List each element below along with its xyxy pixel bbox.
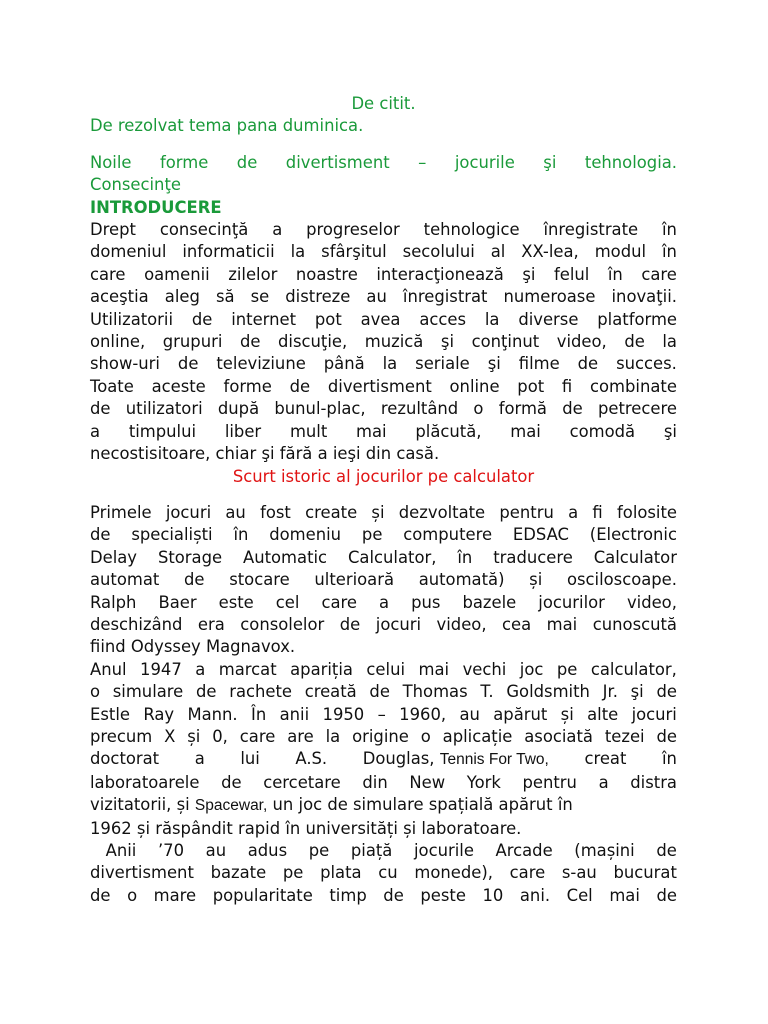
word: peste: [420, 885, 466, 905]
word: (mașini: [574, 841, 635, 860]
word: Drept: [90, 220, 136, 240]
word: pot: [517, 376, 545, 396]
word: forme: [223, 376, 272, 396]
word: la: [662, 332, 677, 352]
word: sfârşitul: [321, 242, 387, 262]
title-word: forme: [159, 152, 209, 172]
word: să: [215, 287, 235, 307]
word: jocurilor: [538, 592, 605, 612]
word: de: [191, 309, 213, 329]
word: pe: [282, 863, 304, 883]
word: distra: [630, 772, 677, 792]
word: pe: [308, 841, 330, 860]
word: popularitate: [212, 885, 313, 905]
word: timpului: [128, 421, 197, 441]
word: plata: [320, 863, 362, 883]
word: care: [239, 726, 276, 746]
word: de: [90, 525, 111, 545]
word: o: [420, 726, 431, 746]
word: a: [272, 220, 283, 240]
word: secolului: [402, 242, 475, 262]
word: pot: [314, 309, 342, 329]
history-line: [90, 547, 677, 569]
intro-line: necostisitoare, chiar şi fără a ieşi din casă.: [90, 444, 440, 464]
word: fost: [260, 502, 291, 522]
word: Calculator: [593, 547, 677, 567]
word: înregistrate: [543, 220, 639, 240]
history-line: [90, 592, 677, 614]
word: conţinut: [471, 332, 540, 352]
word: s-au: [561, 863, 597, 883]
word: computere: [403, 525, 493, 545]
word: o: [90, 682, 101, 702]
word: lui: [240, 749, 260, 769]
word: televiziune: [216, 354, 306, 374]
word: au: [225, 502, 246, 522]
word: 1947: [140, 659, 182, 679]
word: automat: [90, 570, 160, 590]
word: Estle: [90, 704, 130, 724]
word: domeniul: [90, 242, 167, 262]
game-title-tennis: Tennis For Two,: [439, 751, 549, 769]
intro-line: [90, 353, 677, 375]
word: de: [184, 570, 205, 590]
word: aplicație: [442, 726, 513, 746]
word: de: [577, 354, 599, 374]
word: anii: [279, 704, 310, 724]
word: a: [90, 421, 101, 441]
word: de: [339, 614, 361, 634]
word: care: [321, 592, 357, 612]
word: calculator,: [590, 659, 677, 679]
word: la: [382, 354, 398, 374]
history-line-mixed: [90, 794, 677, 817]
word: la: [325, 726, 341, 746]
word: Primele: [90, 502, 152, 522]
word: și: [187, 726, 201, 746]
word: oamenii: [144, 264, 210, 284]
word: fi: [561, 376, 573, 396]
word: combinate: [590, 376, 677, 396]
title-word: –: [418, 152, 427, 172]
word: a: [194, 749, 205, 769]
word: la: [484, 309, 500, 329]
word: Mann.: [187, 704, 238, 724]
word: specialiști: [131, 525, 213, 545]
document-page: [90, 93, 677, 907]
word: simulare: [112, 682, 184, 702]
word: felul: [553, 264, 590, 284]
word: Delay: [90, 547, 138, 567]
word: folosite: [617, 502, 677, 522]
word: de: [656, 726, 677, 746]
word: avea: [360, 309, 401, 329]
word: de: [195, 682, 217, 702]
word: Ray: [143, 704, 175, 724]
word: internet: [231, 309, 297, 329]
word: cercetare: [263, 772, 341, 792]
word: Arcade: [495, 841, 553, 860]
word: XX-lea,: [521, 242, 579, 262]
word: mai: [546, 614, 578, 634]
word: de: [383, 885, 404, 905]
word: X: [164, 726, 176, 746]
word: are: [287, 726, 314, 746]
title-word: tehnologia.: [584, 152, 677, 172]
history-line: [90, 502, 677, 524]
word: care: [90, 264, 126, 284]
word: ani.: [519, 885, 551, 905]
note-read: De citit.: [351, 94, 416, 113]
word: în: [233, 525, 249, 545]
word: vechi: [462, 659, 507, 679]
word: divertisment: [90, 863, 194, 883]
word: de: [221, 772, 242, 792]
document-title-line2: Consecinţe: [90, 175, 181, 195]
word: video,: [626, 592, 677, 612]
word: discuţie,: [278, 332, 348, 352]
word: pentru: [522, 772, 577, 792]
word: din: [362, 772, 388, 792]
word: origine: [352, 726, 409, 746]
word: laboratoarele: [90, 772, 200, 792]
word: de: [369, 682, 390, 702]
word: domeniu: [269, 525, 342, 545]
word: succes.: [616, 354, 677, 374]
word: mai: [510, 421, 541, 441]
word: joc: [519, 659, 544, 679]
word: tezei: [604, 726, 645, 746]
history-heading: Scurt istoric al jocurilor pe calculator: [232, 466, 535, 486]
word: până: [323, 354, 365, 374]
word: Douglas,: [362, 749, 435, 769]
history-line: fiind Odyssey Magnavox.: [90, 637, 296, 657]
word: la: [290, 242, 306, 262]
word: în: [661, 749, 677, 769]
word: în: [607, 264, 623, 284]
word: de: [656, 885, 677, 905]
word: apariția: [290, 659, 353, 679]
word: Automatic: [243, 547, 328, 567]
word: –: [377, 704, 386, 724]
word: platforme: [597, 309, 677, 329]
word: show-uri: [90, 354, 160, 374]
word: modul: [594, 242, 647, 262]
word: pus: [411, 592, 441, 612]
word: în: [662, 242, 677, 262]
word: liber: [224, 421, 262, 441]
word: şi: [487, 354, 501, 374]
word: după: [217, 399, 260, 419]
word: de: [656, 682, 677, 702]
history-line: [90, 704, 677, 726]
word: de: [177, 354, 199, 374]
word: a: [195, 659, 206, 679]
word: precum: [90, 726, 153, 746]
intro-line: [90, 331, 677, 353]
intro-line: [90, 264, 677, 286]
word: create: [305, 502, 358, 522]
word: pentru: [499, 502, 554, 522]
word: şi: [630, 682, 644, 702]
word: rezultând: [380, 399, 459, 419]
word: cea: [502, 614, 532, 634]
word: pe: [556, 659, 578, 679]
title-word: divertisment: [285, 152, 390, 172]
word: formă: [498, 399, 547, 419]
word: de: [90, 885, 111, 905]
word: piață: [350, 841, 393, 860]
word: care: [509, 863, 546, 883]
word: dezvoltate: [398, 502, 486, 522]
history-paragraph-1: [90, 502, 677, 659]
word: au: [459, 704, 480, 724]
word: apărut: [493, 704, 548, 724]
intro-paragraph: [90, 219, 677, 465]
intro-line: [90, 376, 677, 398]
word: zilelor: [228, 264, 278, 284]
word: osciloscoape.: [566, 570, 677, 590]
word: de: [289, 376, 311, 396]
word: Baer: [158, 592, 197, 612]
intro-line: [90, 286, 677, 308]
word: monede),: [414, 863, 493, 883]
word: aceste: [151, 376, 206, 396]
word: este: [218, 592, 254, 612]
word: ulterioară: [314, 570, 395, 590]
word: mai: [609, 885, 640, 905]
word: comodă: [569, 421, 636, 441]
word: Goldsmith: [506, 682, 590, 702]
word: pe: [361, 525, 383, 545]
word: era: [197, 614, 225, 634]
word: consecinţă: [159, 220, 249, 240]
word: online: [449, 376, 500, 396]
word: fi: [592, 502, 603, 522]
word: celui: [366, 659, 406, 679]
word: de: [90, 399, 111, 419]
word: și: [371, 502, 385, 522]
word: jocuri: [631, 704, 677, 724]
word: Toate: [90, 376, 134, 396]
word: şi: [440, 332, 455, 352]
word: cel: [275, 592, 300, 612]
intro-line: [90, 241, 677, 263]
word: aleg: [164, 287, 200, 307]
word: de: [239, 332, 261, 352]
word: progreselor: [306, 220, 400, 240]
word: timp: [329, 885, 367, 905]
word: video,: [556, 332, 607, 352]
word: informaticii: [182, 242, 275, 262]
word: York: [466, 772, 501, 792]
history-paragraph-3: [90, 840, 677, 907]
word: Jr.: [602, 682, 618, 702]
word: tehnologice: [423, 220, 520, 240]
word: grupuri: [162, 332, 223, 352]
word: și: [529, 570, 543, 590]
word: bunul-plac,: [274, 399, 366, 419]
word: traducere: [493, 547, 573, 567]
word: doctorat: [90, 749, 160, 769]
word: diverse: [518, 309, 579, 329]
word: online,: [90, 332, 146, 352]
word: consolelor: [240, 614, 325, 634]
word: a: [568, 502, 579, 522]
history-line: [90, 524, 677, 546]
history-line: [90, 726, 677, 748]
word: adus: [247, 841, 288, 860]
word: Storage: [157, 547, 223, 567]
title-word: şi: [543, 152, 557, 172]
history-line: 1962 și răspândit rapid în universități și laboratoare.: [90, 818, 522, 838]
word: inovaţii.: [611, 287, 677, 307]
word: plăcută,: [415, 421, 482, 441]
note-homework: De rezolvat tema pana duminica.: [90, 116, 364, 136]
word: mai: [356, 421, 387, 441]
word: mai: [418, 659, 450, 679]
history-line: [90, 885, 677, 907]
word: 0,: [212, 726, 228, 746]
word: EDSAC: [512, 525, 569, 545]
word: al: [490, 242, 506, 262]
word: noastre: [295, 264, 358, 284]
word: numeroase: [503, 287, 596, 307]
word: cunoscută: [592, 614, 677, 634]
word: automată): [418, 570, 505, 590]
word: muzică: [364, 332, 424, 352]
word: Anii: [90, 841, 137, 860]
word: marcat: [218, 659, 277, 679]
word: Anul: [90, 659, 127, 679]
title-word: Noile: [90, 152, 132, 172]
word: divertisment: [327, 376, 432, 396]
word: filme: [518, 354, 560, 374]
word: rachete: [229, 682, 292, 702]
game-title-spacewar: Spacewar,: [194, 797, 268, 815]
history-line: [90, 614, 677, 636]
word: au: [205, 841, 227, 860]
history-line: [90, 840, 677, 862]
word: a: [598, 772, 609, 792]
title-word: jocurile: [454, 152, 515, 172]
word: bazele: [462, 592, 517, 612]
word: înregistrat: [402, 287, 488, 307]
word: Ralph: [90, 592, 137, 612]
word: Thomas: [402, 682, 468, 702]
history-paragraph-2: [90, 659, 677, 840]
word: jocuri: [165, 502, 212, 522]
word: o: [473, 399, 484, 419]
word: bucurat: [613, 863, 677, 883]
word: a: [379, 592, 390, 612]
text-segment: vizitatorii, și: [90, 795, 190, 815]
word: care: [641, 264, 677, 284]
word: (Electronic: [589, 525, 677, 545]
history-line: [90, 659, 677, 681]
word: acces: [419, 309, 467, 329]
word: utilizatori: [125, 399, 203, 419]
title-word: de: [236, 152, 258, 172]
intro-line: [90, 421, 677, 443]
word: de: [562, 399, 583, 419]
word: au: [366, 287, 387, 307]
word: În: [251, 704, 267, 724]
history-line: [90, 681, 677, 703]
word: jocuri: [375, 614, 422, 634]
intro-line: [90, 398, 677, 420]
word: T.: [480, 682, 494, 702]
word: Calculator,: [347, 547, 437, 567]
word: alte: [587, 704, 619, 724]
word: cu: [378, 863, 398, 883]
history-line: [90, 569, 677, 591]
history-line-mixed: [90, 748, 677, 771]
intro-line: [90, 309, 677, 331]
word: New: [409, 772, 446, 792]
word: jocurile: [413, 841, 474, 860]
word: şi: [663, 421, 677, 441]
word: de: [656, 841, 677, 860]
word: ’70: [157, 841, 185, 860]
history-line: [90, 862, 677, 884]
word: deschizând: [90, 614, 183, 634]
document-title-line1: [90, 152, 677, 174]
word: Utilizatorii: [90, 309, 174, 329]
word: asociată: [524, 726, 593, 746]
word: și: [560, 704, 574, 724]
word: se: [250, 287, 270, 307]
word: seriale: [415, 354, 470, 374]
word: petrecere: [597, 399, 677, 419]
word: în: [457, 547, 473, 567]
word: şi: [522, 264, 536, 284]
intro-heading: INTRODUCERE: [90, 197, 222, 217]
word: interacţionează: [376, 264, 504, 284]
word: distreze: [285, 287, 351, 307]
word: în: [662, 220, 677, 240]
word: o: [127, 885, 138, 905]
word: mare: [153, 885, 197, 905]
word: creat: [584, 749, 627, 769]
word: bazate: [210, 863, 267, 883]
word: Cel: [566, 885, 593, 905]
word: A.S.: [295, 749, 328, 769]
word: video,: [436, 614, 487, 634]
word: aceştia: [90, 287, 149, 307]
word: creată: [304, 682, 357, 702]
text-segment: un joc de simulare spațială apărut în: [272, 795, 573, 815]
history-line: [90, 772, 677, 794]
word: 10: [482, 885, 504, 905]
intro-line: [90, 219, 677, 241]
word: de: [624, 332, 645, 352]
word: 1950: [322, 704, 365, 724]
word: stocare: [229, 570, 290, 590]
word: mult: [289, 421, 328, 441]
word: 1960,: [399, 704, 447, 724]
